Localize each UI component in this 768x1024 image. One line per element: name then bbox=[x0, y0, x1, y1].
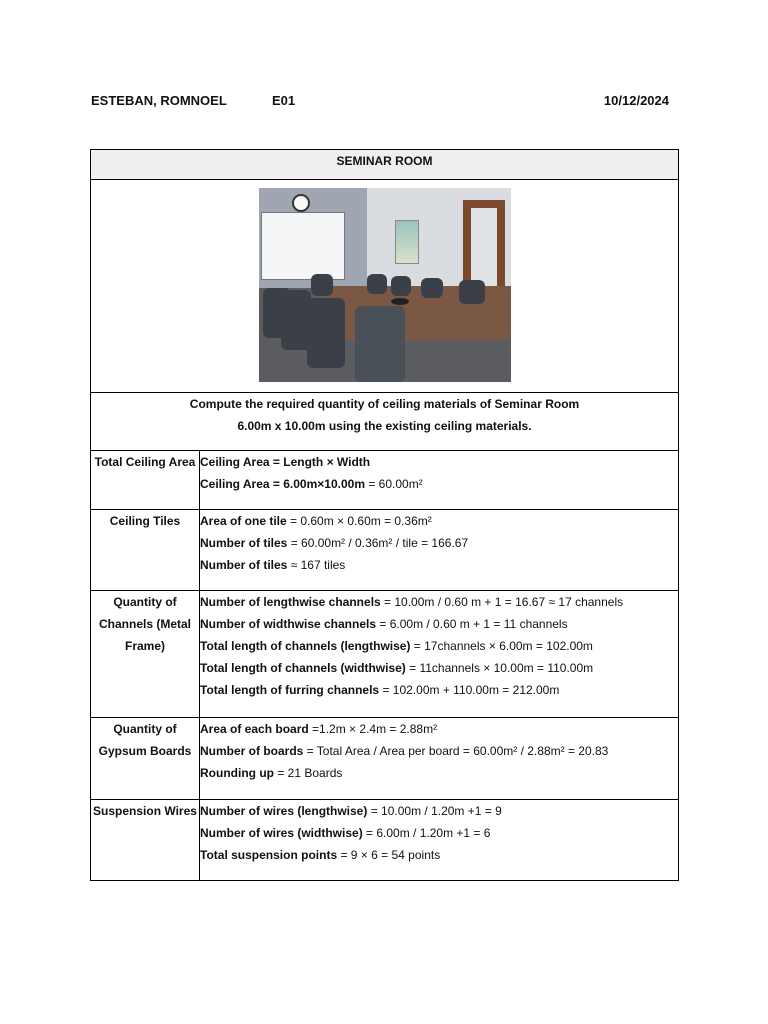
row-label: Ceiling Tiles bbox=[91, 510, 200, 591]
line-term: Area of each board bbox=[200, 722, 309, 736]
line-value: = 9 × 6 = 54 points bbox=[337, 848, 441, 862]
document-date: 10/12/2024 bbox=[603, 93, 669, 108]
line-term: Number of lengthwise channels bbox=[200, 595, 381, 609]
line-value: = Total Area / Area per board = 60.00m² / 2.88m² = 20.83 bbox=[303, 744, 609, 758]
line-term: Ceiling Area = 6.00m×10.00m bbox=[200, 477, 365, 491]
row-label: Quantity of Channels (Metal Frame) bbox=[91, 591, 200, 718]
line-term: Number of widthwise channels bbox=[200, 617, 377, 631]
line-term: Number of wires (widthwise) bbox=[200, 826, 363, 840]
table-row bbox=[91, 510, 679, 591]
line-value: = 60.00m² bbox=[364, 477, 423, 491]
line-value: = 6.00m / 0.60 m + 1 = 11 channels bbox=[376, 617, 568, 631]
line-value: = 21 Boards bbox=[273, 766, 343, 780]
line-term: Area of one tile bbox=[200, 514, 287, 528]
line-value: = 102.00m + 110.00m = 212.00m bbox=[379, 683, 560, 697]
table-row bbox=[91, 718, 679, 800]
line-value: = 17channels × 6.00m = 102.00m bbox=[410, 639, 593, 653]
line-term: Number of tiles bbox=[200, 536, 288, 550]
line-term: Number of boards bbox=[200, 744, 304, 758]
line-value: = 60.00m² / 0.36m² / tile = 166.67 bbox=[287, 536, 469, 550]
row-body bbox=[200, 510, 679, 591]
row-body bbox=[200, 451, 679, 510]
line-value: = 10.00m / 0.60 m + 1 = 16.67 ≈ 17 channels bbox=[380, 595, 624, 609]
table-row bbox=[91, 451, 679, 510]
line-term: Number of wires (lengthwise) bbox=[200, 804, 368, 818]
line-term: Total suspension points bbox=[200, 848, 338, 862]
row-body bbox=[200, 591, 679, 718]
problem-line-1: Compute the required quantity of ceiling materials of Seminar Room bbox=[189, 397, 580, 411]
row-label: Suspension Wires bbox=[91, 800, 200, 881]
line-term: Total length of channels (widthwise) bbox=[200, 661, 406, 675]
line-value: ≈ 167 tiles bbox=[287, 558, 346, 572]
table-row bbox=[91, 800, 679, 881]
row-label: Quantity of Gypsum Boards bbox=[91, 718, 200, 800]
whiteboard bbox=[261, 212, 345, 280]
line-term: Number of tiles bbox=[200, 558, 288, 572]
problem-line-2: 6.00m x 10.00m using the existing ceiling materials. bbox=[237, 419, 532, 433]
line-value: = 10.00m / 1.20m +1 = 9 bbox=[367, 804, 502, 818]
wall-art bbox=[395, 220, 419, 264]
seminar-room-photo bbox=[259, 188, 511, 382]
line-term: Total length of channels (lengthwise) bbox=[200, 639, 411, 653]
student-code: E01 bbox=[272, 93, 296, 108]
line-value: = 11channels × 10.00m = 110.00m bbox=[405, 661, 594, 675]
student-name: ESTEBAN, ROMNOEL bbox=[91, 93, 227, 108]
line-value: = 0.60m × 0.60m = 0.36m² bbox=[286, 514, 432, 528]
row-body bbox=[200, 718, 679, 800]
row-body bbox=[200, 800, 679, 881]
table-row bbox=[91, 591, 679, 718]
photo-cell bbox=[91, 180, 679, 393]
line-value: = 6.00m / 1.20m +1 = 6 bbox=[362, 826, 491, 840]
line-value: =1.2m × 2.4m = 2.88m² bbox=[308, 722, 438, 736]
line-term: Total length of furring channels bbox=[200, 683, 380, 697]
computation-table bbox=[90, 149, 679, 881]
problem-statement bbox=[91, 393, 679, 451]
row-label: Total Ceiling Area bbox=[91, 451, 200, 510]
table-title: SEMINAR ROOM bbox=[91, 150, 679, 180]
wall-clock bbox=[292, 194, 310, 212]
document-header bbox=[91, 93, 669, 109]
line-term: Rounding up bbox=[200, 766, 274, 780]
line-term: Ceiling Area = Length × Width bbox=[200, 455, 371, 469]
